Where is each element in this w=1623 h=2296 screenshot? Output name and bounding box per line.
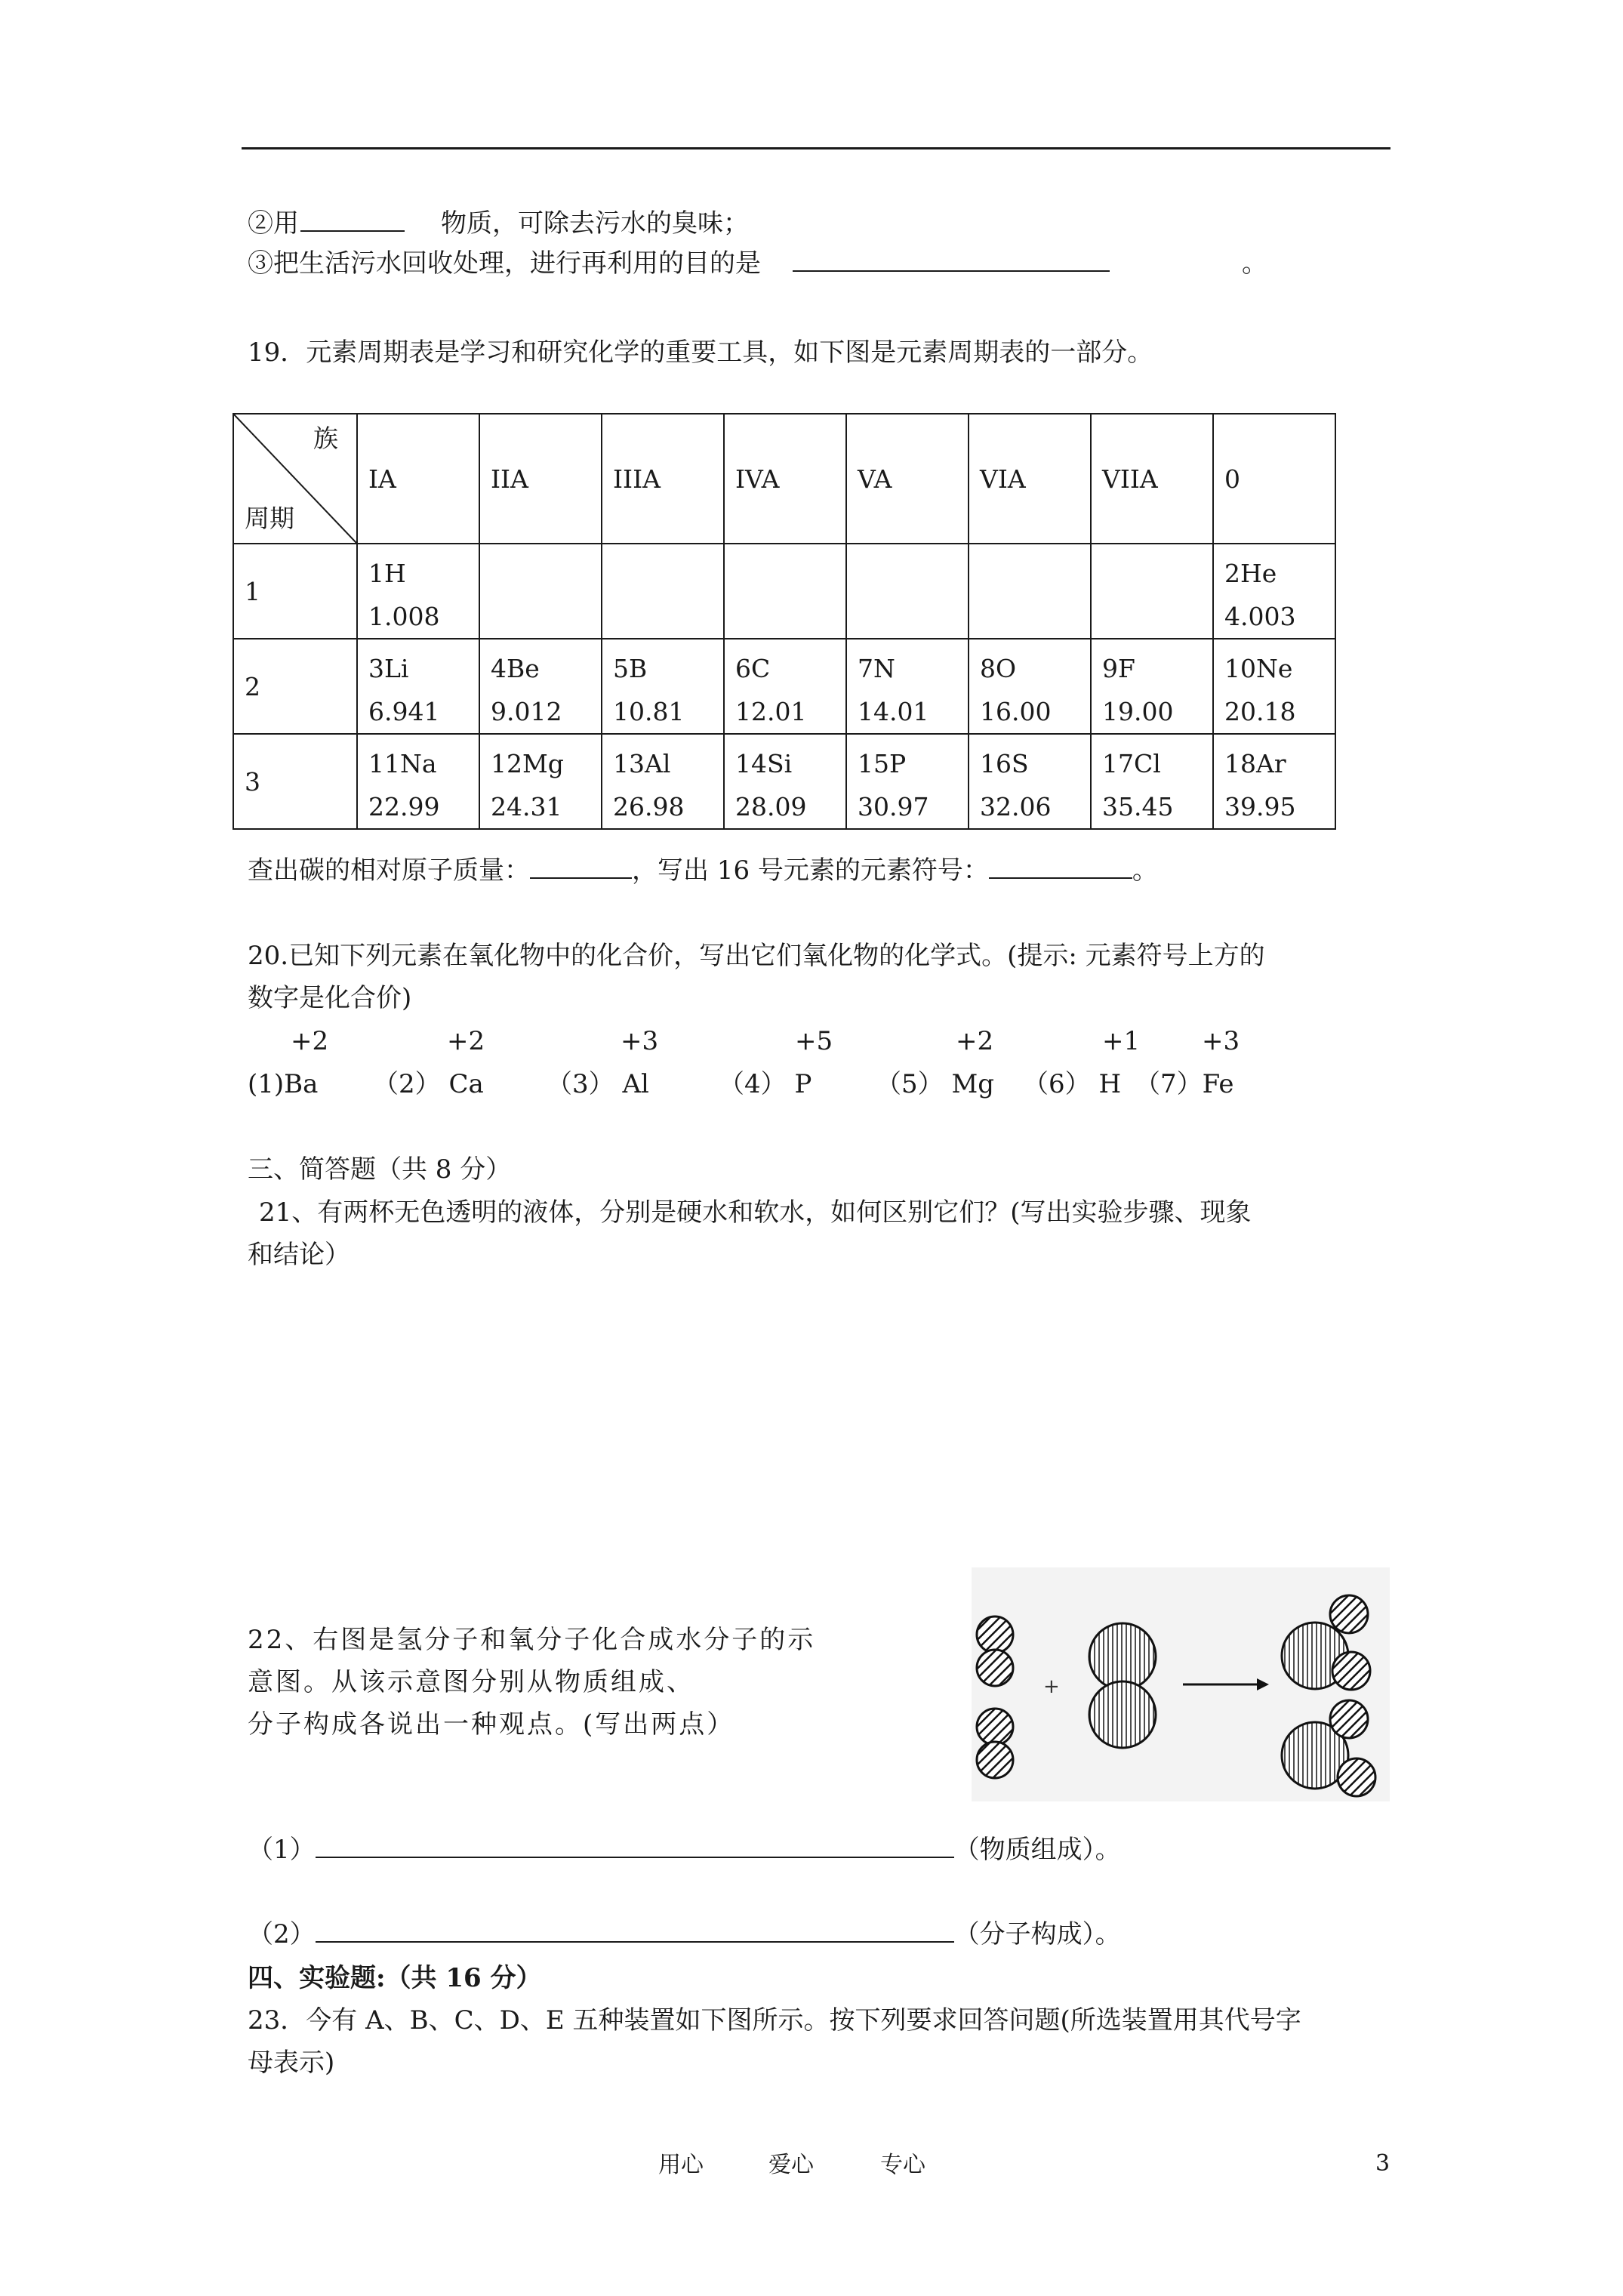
- element-mass: 12.01: [735, 697, 807, 726]
- footer-motto-3: 专心: [880, 2152, 925, 2178]
- element-mass: 4.003: [1224, 602, 1296, 631]
- element-mass: 30.97: [858, 792, 929, 821]
- element-symbol: 6C: [735, 654, 771, 683]
- table-corner-cell: [233, 414, 357, 544]
- element-mass: 35.45: [1102, 792, 1174, 821]
- q18-line3-prefix: ③把生活污水回收处理，进行再利用的目的是: [248, 248, 761, 279]
- q18-line2-suffix: 物质，可除去污水的臭味；: [441, 208, 749, 239]
- element-cell: [724, 639, 846, 734]
- group-header: 0: [1213, 414, 1335, 544]
- q22-line3: 分子构成各说出一种观点。(写出两点）: [248, 1709, 735, 1740]
- element-mass: 1.008: [368, 602, 440, 631]
- element-symbol: 11Na: [368, 749, 437, 778]
- element-cell: [479, 734, 602, 829]
- element-mass: 39.95: [1224, 792, 1296, 821]
- period-label: 2: [233, 639, 357, 734]
- molecule-diagram: [972, 1567, 1390, 1801]
- element-cell: [357, 544, 479, 639]
- q19-prompt: 19．元素周期表是学习和研究化学的重要工具，如下图是元素周期表的一部分。: [248, 337, 1153, 368]
- q19-followup-b: ，写出 16 号元素的元素符号：: [632, 855, 989, 886]
- carbon-mass-blank[interactable]: [530, 855, 632, 879]
- header-rule: [242, 147, 1390, 149]
- answer1-blank[interactable]: [316, 1834, 954, 1858]
- hydrogen-molecule: [977, 1616, 1013, 1686]
- water-molecule: [1282, 1700, 1375, 1796]
- element-mass: 14.01: [858, 697, 929, 726]
- q21-line2: 和结论）: [248, 1240, 350, 1270]
- table-row: [233, 639, 1335, 734]
- reaction-arrow: [1183, 1678, 1269, 1690]
- element-mass: 10.81: [613, 697, 685, 726]
- element-cell: [969, 544, 1091, 639]
- element-mass: 16.00: [980, 697, 1052, 726]
- element-symbol: 16S: [980, 749, 1029, 778]
- element-symbol: 5B: [613, 654, 648, 683]
- q18-blank-purpose[interactable]: [793, 248, 1110, 272]
- period-label: 1: [233, 544, 357, 639]
- answer1-label: （1）: [248, 1835, 316, 1865]
- table-row: [233, 544, 1335, 639]
- element-cell: [846, 639, 969, 734]
- element-item: （6） H: [1023, 1069, 1122, 1099]
- element-cell: [1091, 544, 1213, 639]
- group-header: IIA: [479, 414, 602, 544]
- q20-prompt-line2: 数字是化合价): [248, 983, 412, 1013]
- q19-followup: [248, 854, 1158, 887]
- q22-line1: 22、右图是氢分子和氧分子化合成水分子的示: [248, 1625, 816, 1655]
- element-symbol: 10Ne: [1224, 654, 1293, 683]
- element-cell: [479, 639, 602, 734]
- element-cell: [1213, 734, 1335, 829]
- footer-motto-2: 爱心: [768, 2152, 814, 2178]
- element-mass: 24.31: [491, 792, 562, 821]
- element-symbol: 9F: [1102, 654, 1135, 683]
- element-cell: [602, 639, 724, 734]
- group-header: IIIA: [602, 414, 724, 544]
- answer2-tail: （分子构成）。: [953, 1919, 1121, 1949]
- element-item: （2） Ca: [373, 1069, 484, 1099]
- periodic-table: [233, 413, 1336, 830]
- q18-blank-substance[interactable]: [300, 208, 405, 232]
- period-label: 3: [233, 734, 357, 829]
- plus-sign: +: [1043, 1675, 1060, 1698]
- element-cell: [1091, 639, 1213, 734]
- q19-followup-a: 查出碳的相对原子质量：: [248, 855, 530, 886]
- footer-motto-1: 用心: [658, 2152, 704, 2178]
- hydrogen-molecule: [977, 1709, 1013, 1778]
- q23-line2: 母表示): [248, 2048, 335, 2078]
- page-number: 3: [1375, 2150, 1390, 2177]
- element-cell: [969, 639, 1091, 734]
- answer1-tail: （物质组成）。: [953, 1835, 1121, 1865]
- element-cell: [846, 734, 969, 829]
- q23-line1: 23．今有 A、B、C、D、E 五种装置如下图所示。按下列要求回答问题(所选装置用其代号字: [248, 2005, 1301, 2036]
- element-symbol: 2He: [1224, 559, 1277, 588]
- group-header: VIIA: [1091, 414, 1213, 544]
- element-mass: 20.18: [1224, 697, 1296, 726]
- group-header: IVA: [724, 414, 846, 544]
- element-cell: [479, 544, 602, 639]
- valence: +2: [447, 1026, 485, 1056]
- element-mass: 19.00: [1102, 697, 1174, 726]
- valence: +2: [956, 1026, 994, 1056]
- element-item: （3） Al: [547, 1069, 649, 1099]
- q21-line1: 21、有两杯无色透明的液体，分别是硬水和软水，如何区别它们？(写出实验步骤、现象: [259, 1197, 1252, 1228]
- element-cell: [1213, 544, 1335, 639]
- element-symbol: 17Cl: [1102, 749, 1161, 778]
- element-cell: [357, 734, 479, 829]
- element-symbol: 4Be: [491, 654, 540, 683]
- q20-prompt-line1: 20.已知下列元素在氧化物中的化合价，写出它们氧化物的化学式。(提示: 元素符号上方的: [248, 941, 1265, 971]
- element-cell: [724, 544, 846, 639]
- table-header-row: [233, 414, 1335, 544]
- element-item: (1)Ba: [248, 1069, 319, 1099]
- q19-followup-end: 。: [1132, 855, 1158, 886]
- element-cell: [846, 544, 969, 639]
- q18-line3: [248, 247, 1267, 280]
- group-header: VIA: [969, 414, 1091, 544]
- hydrogen-oxygen-water-diagram: [972, 1567, 1390, 1801]
- element-item: （5） Mg: [876, 1069, 995, 1099]
- element-cell: [724, 734, 846, 829]
- element16-symbol-blank[interactable]: [989, 855, 1132, 879]
- answer2-label: （2）: [248, 1919, 316, 1949]
- oxygen-molecule: [1089, 1623, 1156, 1748]
- element-mass: 6.941: [368, 697, 440, 726]
- element-symbol: 1H: [368, 559, 406, 588]
- element-cell: [1213, 639, 1335, 734]
- element-cell: [602, 734, 724, 829]
- q18-line3-end: 。: [1242, 248, 1267, 279]
- q22-line2: 意图。从该示意图分别从物质组成、: [248, 1667, 694, 1697]
- element-mass: 26.98: [613, 792, 685, 821]
- table-row: [233, 734, 1335, 829]
- element-symbol: 7N: [858, 654, 895, 683]
- valence: +3: [1202, 1026, 1240, 1056]
- section3-heading: 三、简答题（共 8 分）: [248, 1154, 512, 1185]
- element-mass: 22.99: [368, 792, 440, 821]
- element-cell: [357, 639, 479, 734]
- valence: +3: [621, 1026, 659, 1056]
- element-mass: 32.06: [980, 792, 1052, 821]
- valence: +5: [795, 1026, 833, 1056]
- element-mass: 9.012: [491, 697, 562, 726]
- section4-heading: 四、实验题:（共 16 分）: [248, 1963, 542, 1993]
- element-cell: [969, 734, 1091, 829]
- element-cell: [602, 544, 724, 639]
- answer2-blank[interactable]: [316, 1918, 954, 1943]
- q22-answer1: [248, 1833, 1121, 1866]
- water-molecule: [1282, 1595, 1370, 1690]
- corner-label-group: 族: [313, 424, 338, 453]
- element-symbol: 14Si: [735, 749, 793, 778]
- element-mass: 28.09: [735, 792, 807, 821]
- q18-line2-prefix: ②用: [248, 208, 299, 239]
- q22-answer2: [248, 1918, 1121, 1951]
- q18-line2: [248, 207, 749, 240]
- element-symbol: 3Li: [368, 654, 409, 683]
- element-item: （7）Fe: [1135, 1069, 1234, 1099]
- element-cell: [1091, 734, 1213, 829]
- element-symbol: 13Al: [613, 749, 671, 778]
- valence: +1: [1102, 1026, 1141, 1056]
- element-item: （4） P: [719, 1069, 812, 1099]
- group-header: VA: [846, 414, 969, 544]
- element-symbol: 8O: [980, 654, 1017, 683]
- element-symbol: 15P: [858, 749, 907, 778]
- element-symbol: 12Mg: [491, 749, 564, 778]
- valence: +2: [291, 1026, 329, 1056]
- element-symbol: 18Ar: [1224, 749, 1286, 778]
- corner-label-period: 周期: [245, 504, 294, 533]
- group-header: IA: [357, 414, 479, 544]
